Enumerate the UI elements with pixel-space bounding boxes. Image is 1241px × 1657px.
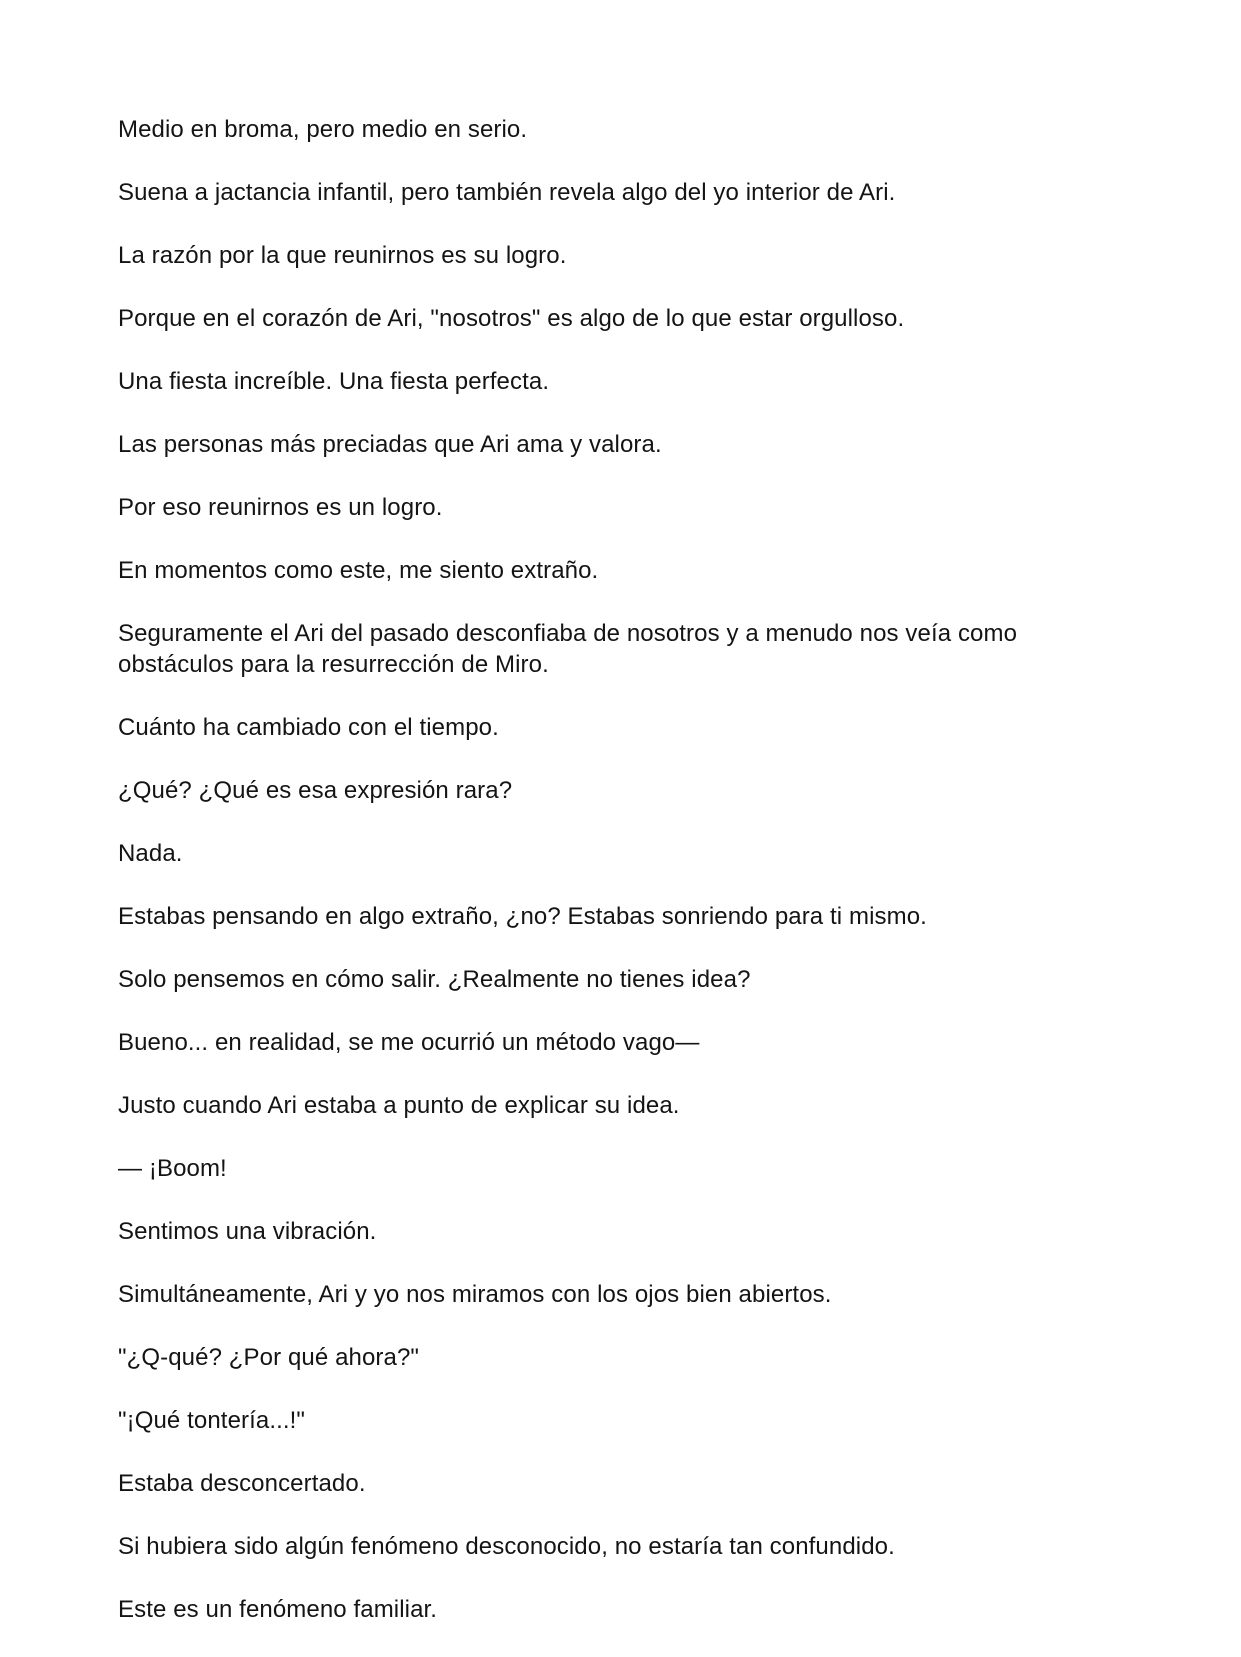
paragraph: Suena a jactancia infantil, pero también revela algo del yo interior de Ari. <box>118 179 896 206</box>
paragraph: Bueno... en realidad, se me ocurrió un método vago— <box>118 1029 700 1056</box>
paragraph: Cuánto ha cambiado con el tiempo. <box>118 714 499 741</box>
paragraph: Nada. <box>118 840 183 867</box>
paragraph: Estabas pensando en algo extraño, ¿no? Estabas sonriendo para ti mismo. <box>118 903 927 930</box>
paragraph: Este es un fenómeno familiar. <box>118 1596 438 1623</box>
paragraph: — ¡Boom! <box>118 1155 227 1182</box>
paragraph: Estaba desconcertado. <box>118 1470 366 1497</box>
paragraph: Una fiesta increíble. Una fiesta perfecta. <box>118 368 550 395</box>
paragraph: Solo pensemos en cómo salir. ¿Realmente no tienes idea? <box>118 966 751 993</box>
paragraph: Por eso reunirnos es un logro. <box>118 494 443 521</box>
paragraph: "¡Qué tontería...!" <box>118 1407 306 1434</box>
paragraph: ¿Qué? ¿Qué es esa expresión rara? <box>118 777 513 804</box>
paragraph: Seguramente el Ari del pasado desconfiaba de nosotros y a menudo nos veía como obstáculos para la resurrección de Miro. <box>118 620 1018 678</box>
paragraph: La razón por la que reunirnos es su logro. <box>118 242 567 269</box>
paragraph: Si hubiera sido algún fenómeno desconocido, no estaría tan confundido. <box>118 1533 895 1560</box>
paragraph: Las personas más preciadas que Ari ama y valora. <box>118 431 662 458</box>
paragraph: Simultáneamente, Ari y yo nos miramos con los ojos bien abiertos. <box>118 1281 832 1308</box>
paragraph: Justo cuando Ari estaba a punto de explicar su idea. <box>118 1092 680 1119</box>
paragraph: Sentimos una vibración. <box>118 1218 377 1245</box>
paragraph: Medio en broma, pero medio en serio. <box>118 116 528 143</box>
paragraph: Porque en el corazón de Ari, "nosotros" es algo de lo que estar orgulloso. <box>118 305 905 332</box>
paragraph: "¿Q-qué? ¿Por qué ahora?" <box>118 1344 420 1371</box>
paragraph: En momentos como este, me siento extraño. <box>118 557 599 584</box>
document-body <box>118 114 1078 1657</box>
